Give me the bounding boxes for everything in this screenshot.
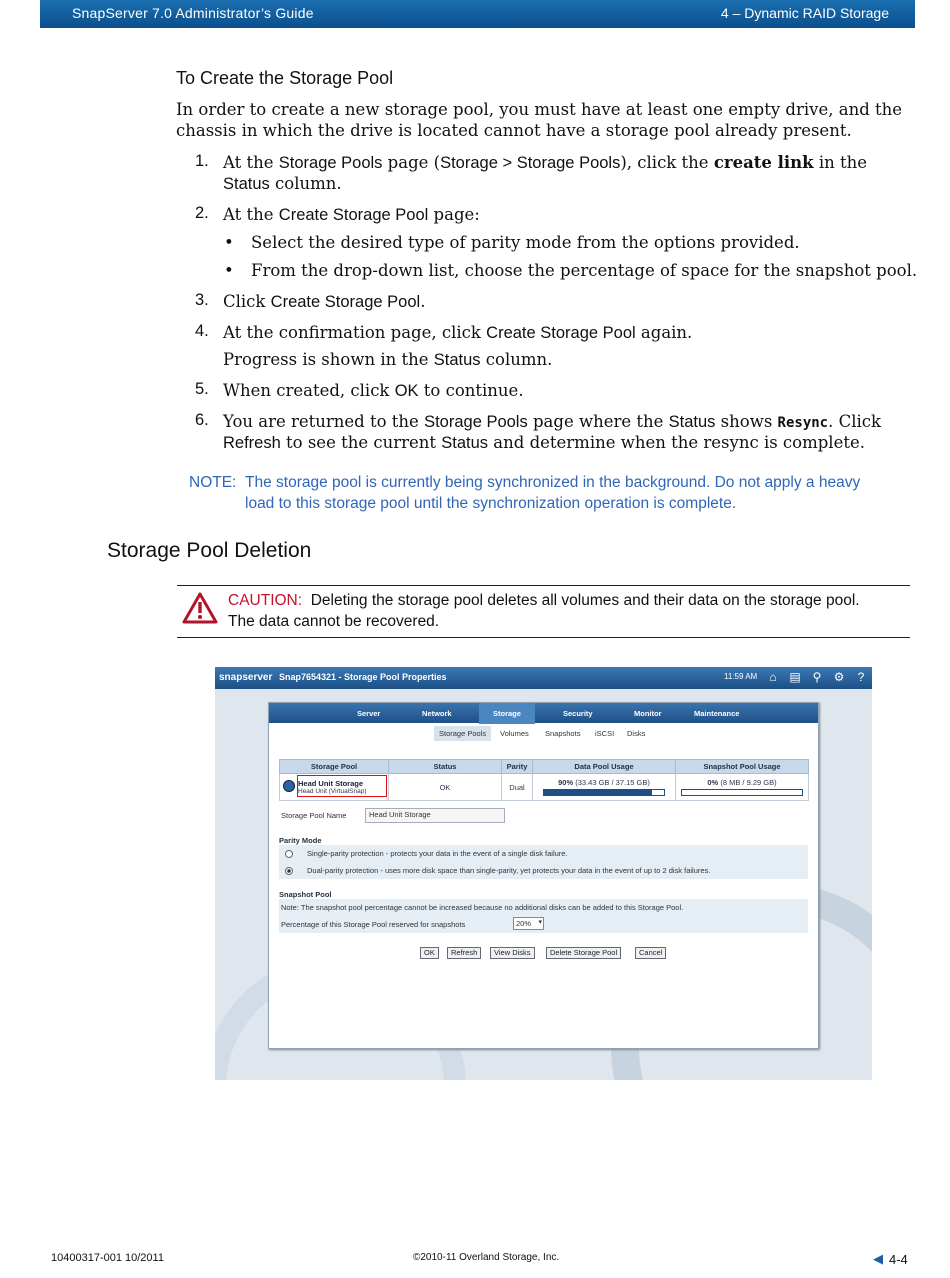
parity-cell: Dual [502,774,533,801]
step-1-text-cont: Status column. [223,174,342,193]
snapshot-pool-heading: Snapshot Pool [279,890,332,899]
ok-button[interactable]: OK [420,947,439,959]
step-number: 4. [195,322,209,340]
storage-pool-properties-screenshot [215,667,872,1080]
note-text: The storage pool is currently being synchronized in the background. Do not apply a heavy load to this storage pool until the synchronization operation is complete. [245,474,861,512]
copyright: ©2010-11 Overland Storage, Inc. [413,1252,560,1263]
print-icon[interactable]: ▤ [789,670,801,684]
pool-name-input[interactable]: Head Unit Storage [365,808,505,823]
step-4-progress: Progress is shown in the Status column. [223,350,553,369]
prev-page-arrow-icon[interactable]: ◀ [873,1251,883,1266]
step-4-text: At the confirmation page, click Create Storage Pool again. [223,323,693,342]
help-icon[interactable]: ? [857,670,865,684]
radio-dual-parity[interactable] [285,867,293,875]
caution-text: CAUTION: Deleting the storage pool deletes all volumes and their data on the storage pool. The data cannot be recovered. [228,592,860,630]
view-disks-button[interactable]: View Disks [490,947,535,959]
radio-single-parity[interactable] [285,850,293,858]
intro-line-1: In order to create a new storage pool, you must have at least one empty drive, and the [176,100,903,119]
snapshot-usage-pct: 0% [707,778,719,787]
col-header: Parity [502,760,533,774]
subnav-disks[interactable]: Disks [627,729,646,738]
step-5-text: When created, click OK to continue. [223,381,524,400]
col-header: Snapshot Pool Usage [676,760,809,774]
subnav-volumes[interactable]: Volumes [500,729,529,738]
pool-icon [283,780,295,792]
step-1-text: At the Storage Pools page (Storage > Storage Pools), click the create link in the [223,153,868,172]
col-header: Status [389,760,502,774]
bullet: • [224,261,234,280]
subnav-iscsi[interactable]: iSCSI [595,729,615,738]
single-parity-label: Single-parity protection - protects your data in the event of a single disk failure. [307,849,568,858]
bullet: • [224,233,234,252]
pool-subtitle: Head Unit (VirtualSnap) [298,788,367,795]
refresh-button[interactable]: Refresh [447,947,481,959]
section-title: To Create the Storage Pool [176,68,394,88]
app-topbar [215,667,872,689]
snapshot-pct-label: Percentage of this Storage Pool reserved for snapshots [281,920,466,929]
header-guide-title: SnapServer 7.0 Administrator’s Guide [72,5,314,21]
home-icon[interactable]: ⌂ [769,670,777,684]
snapshot-usage-cell [676,774,809,801]
pool-name: Head Unit Storage [298,779,364,788]
intro-line-2: chassis in which the drive is located cannot have a storage pool already present. [176,121,852,140]
nav-maintenance[interactable]: Maintenance [694,709,740,718]
header-chapter: 4 – Dynamic RAID Storage [720,5,889,21]
parity-mode-heading: Parity Mode [279,836,322,845]
chevron-down-icon: ▾ [538,919,543,926]
step-2-text: At the Create Storage Pool page: [223,205,480,224]
nav-network[interactable]: Network [422,709,452,718]
window-title: Snap7654321 - Storage Pool Properties [279,672,447,682]
snapshot-usage-bar [681,789,803,796]
properties-panel [268,702,819,1049]
data-usage-bar [543,789,665,796]
snapshot-note: Note: The snapshot pool percentage cannot be increased because no additional disks can be added to this Storage Pool. [281,903,684,912]
cancel-button[interactable]: Cancel [635,947,666,959]
nav-server[interactable]: Server [357,709,381,718]
status-cell: OK [389,774,502,801]
data-usage-pct: 90% [558,778,574,787]
caution-block [177,585,910,638]
bullet-2-text: From the drop-down list, choose the percentage of space for the snapshot pool. [251,261,918,280]
step-number: 2. [195,204,209,222]
step-6-text: You are returned to the Storage Pools page where the Status shows Resync. Click [223,412,882,431]
subnav-storage-pools[interactable]: Storage Pools [434,726,491,741]
pool-name-label: Storage Pool Name [281,811,347,820]
delete-storage-pool-button[interactable]: Delete Storage Pool [546,947,621,959]
doc-number: 10400317-001 10/2011 [51,1252,164,1264]
snapshot-pct-select[interactable]: 20% ▾ [513,917,544,930]
subnav-snapshots[interactable]: Snapshots [545,729,581,738]
highlight-box [297,775,387,797]
page-number: 4-4 [889,1252,908,1267]
col-header: Storage Pool [280,760,389,774]
col-header: Data Pool Usage [533,760,676,774]
step-3-text: Click Create Storage Pool. [223,292,426,311]
snapserver-logo: snapserver [219,672,273,683]
dual-parity-label: Dual-parity protection - uses more disk space than single-parity, yet protects your data in the event of up to 2 disk failures. [307,866,711,875]
nav-storage[interactable]: Storage [479,703,535,724]
storage-subnav [269,725,818,741]
clock: 11:59 AM [724,672,758,681]
warning-icon [182,592,218,624]
step-6-text-cont: Refresh to see the current Status and determine when the resync is complete. [223,433,865,452]
main-nav [269,703,818,723]
note-label: NOTE: [189,474,237,491]
data-usage-detail: (33.43 GB / 37.15 GB) [575,778,650,787]
page-header [40,0,915,28]
bullet-1-text: Select the desired type of parity mode from the options provided. [251,233,800,252]
gear-icon[interactable]: ⚙ [833,670,845,684]
data-usage-cell [533,774,676,801]
nav-security[interactable]: Security [563,709,593,718]
snapshot-usage-detail: (8 MB / 9.29 GB) [720,778,777,787]
step-number: 1. [195,152,209,170]
network-icon[interactable]: ⚲ [812,670,822,684]
step-number: 5. [195,380,209,398]
deletion-heading: Storage Pool Deletion [107,539,312,562]
step-number: 6. [195,411,209,429]
nav-monitor[interactable]: Monitor [634,709,662,718]
step-number: 3. [195,291,209,309]
